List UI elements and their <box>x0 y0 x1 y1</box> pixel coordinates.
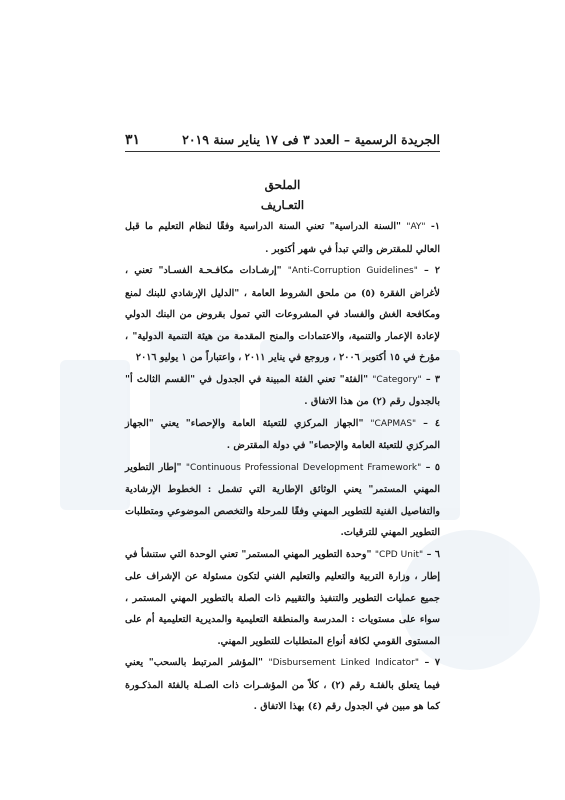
paragraph-term: "Disbursement Linked Indicator" <box>268 658 419 668</box>
document-page <box>125 132 440 718</box>
definition-paragraph <box>125 369 440 413</box>
paragraph-number: ٣ – <box>425 373 440 385</box>
paragraph-number: ٤ – <box>423 417 440 429</box>
page-header <box>125 132 440 152</box>
paragraph-number: ١- <box>430 221 440 232</box>
paragraph-term: "Category" <box>372 374 422 385</box>
paragraph-number: ٧ – <box>424 657 440 668</box>
paragraph-term: "CAPMAS" <box>370 418 417 429</box>
paragraph-term: "AY" <box>406 222 426 232</box>
paragraph-text: "إرشـادات مكافـحـة الفسـاد" تعني ، لأغراض الفقرة (٥) من ملحق الشروط العامة ، "الدليل الإرشادي للبنك لمنع ومكافحة الغش والفساد في المشروعات التي تمول بقروض من البنك الدولي لإعادة الإعمار والتنمية، والاعتمادات والمنح المقدمة من هيئة التنمية الدولية" ، مؤرخ في ١٥ أكتوبر ٢٠٠٦ ، وروجع في يناير ٢٠١١ ، واعتباراً من ١ يوليو ٢٠١٦ <box>125 265 440 363</box>
paragraph-text: "السنة الدراسية" تعني السنة الدراسية وفقًا لنظام التعليم ما قبل العالي للمقترض والتي تبدأ في شهر أكتوبر . <box>125 221 440 255</box>
paragraph-number: ٢ – <box>423 265 441 276</box>
paragraph-number: ٥ – <box>425 461 440 473</box>
paragraph-term: "CPD Unit" <box>374 549 424 560</box>
definition-paragraph <box>125 216 440 260</box>
definition-paragraph <box>125 413 440 457</box>
definition-paragraph <box>125 457 440 544</box>
definition-paragraph <box>125 544 440 653</box>
paragraph-number: ٦ – <box>426 548 440 560</box>
definition-paragraph <box>125 260 440 369</box>
paragraph-text: "وحدة التطوير المهني المستمر" تعني الوحدة التي ستنشأ في إطار ، وزارة التربية والتعليم والتعليم الفني لتكون مسئولة عن الإشراف على جميع عمليات التطوير والتنفيذ والتقييم ذات الصلة بالتطوير المهني المستمر ، سواء على مستويات : المدرسة والمنطقة التعليمية والمديرية التعليمية أم على المستوى القومي لكافة أنواع المتطلبات للتطوير المهني. <box>125 548 440 647</box>
header-title: الجريدة الرسمية – العدد ٣ فى ١٧ يناير سنة ٢٠١٩ <box>182 132 440 147</box>
definition-paragraph <box>125 652 440 718</box>
annex-title: الملحق <box>264 178 301 192</box>
paragraph-text: "الفئة" تعني الفئة المبينة في الجدول في "القسم الثالث أ" بالجدول رقم (٢) من هذا الاتفاق . <box>125 373 440 407</box>
paragraph-text: "المؤشر المرتبط بالسحب" يعني فيما يتعلق بالفئـة رقم (٢) ، كلاً من المؤشـرات ذات الصـلة بالفئة المذكـورة كما هو مبين في الجدول رقم (٤) بهذا الاتفاق . <box>125 657 441 712</box>
paragraph-text: "الجهاز المركزي للتعبئة العامة والإحصاء" يعني "الجهاز المركزي للتعبئة العامة والإحصاء" في دولة المقترض . <box>125 417 440 451</box>
page-number: ٣١ <box>125 132 141 148</box>
definitions-title: التعـاريف <box>260 198 305 212</box>
paragraph-term: "Anti-Corruption Guidelines" <box>287 266 418 276</box>
paragraph-text: "إطار التطوير المهني المستمر" يعني الوثائق الإطارية التي تشمل : الخطوط الإرشادية والتفاصيل الفنية للتطوير المهني وفقًا للمرحلة والتخصص الموضوعي ومتطلبات التطوير المهني للترقيات. <box>125 461 440 538</box>
paragraph-term: "Continuous Professional Development Framework" <box>185 462 422 473</box>
